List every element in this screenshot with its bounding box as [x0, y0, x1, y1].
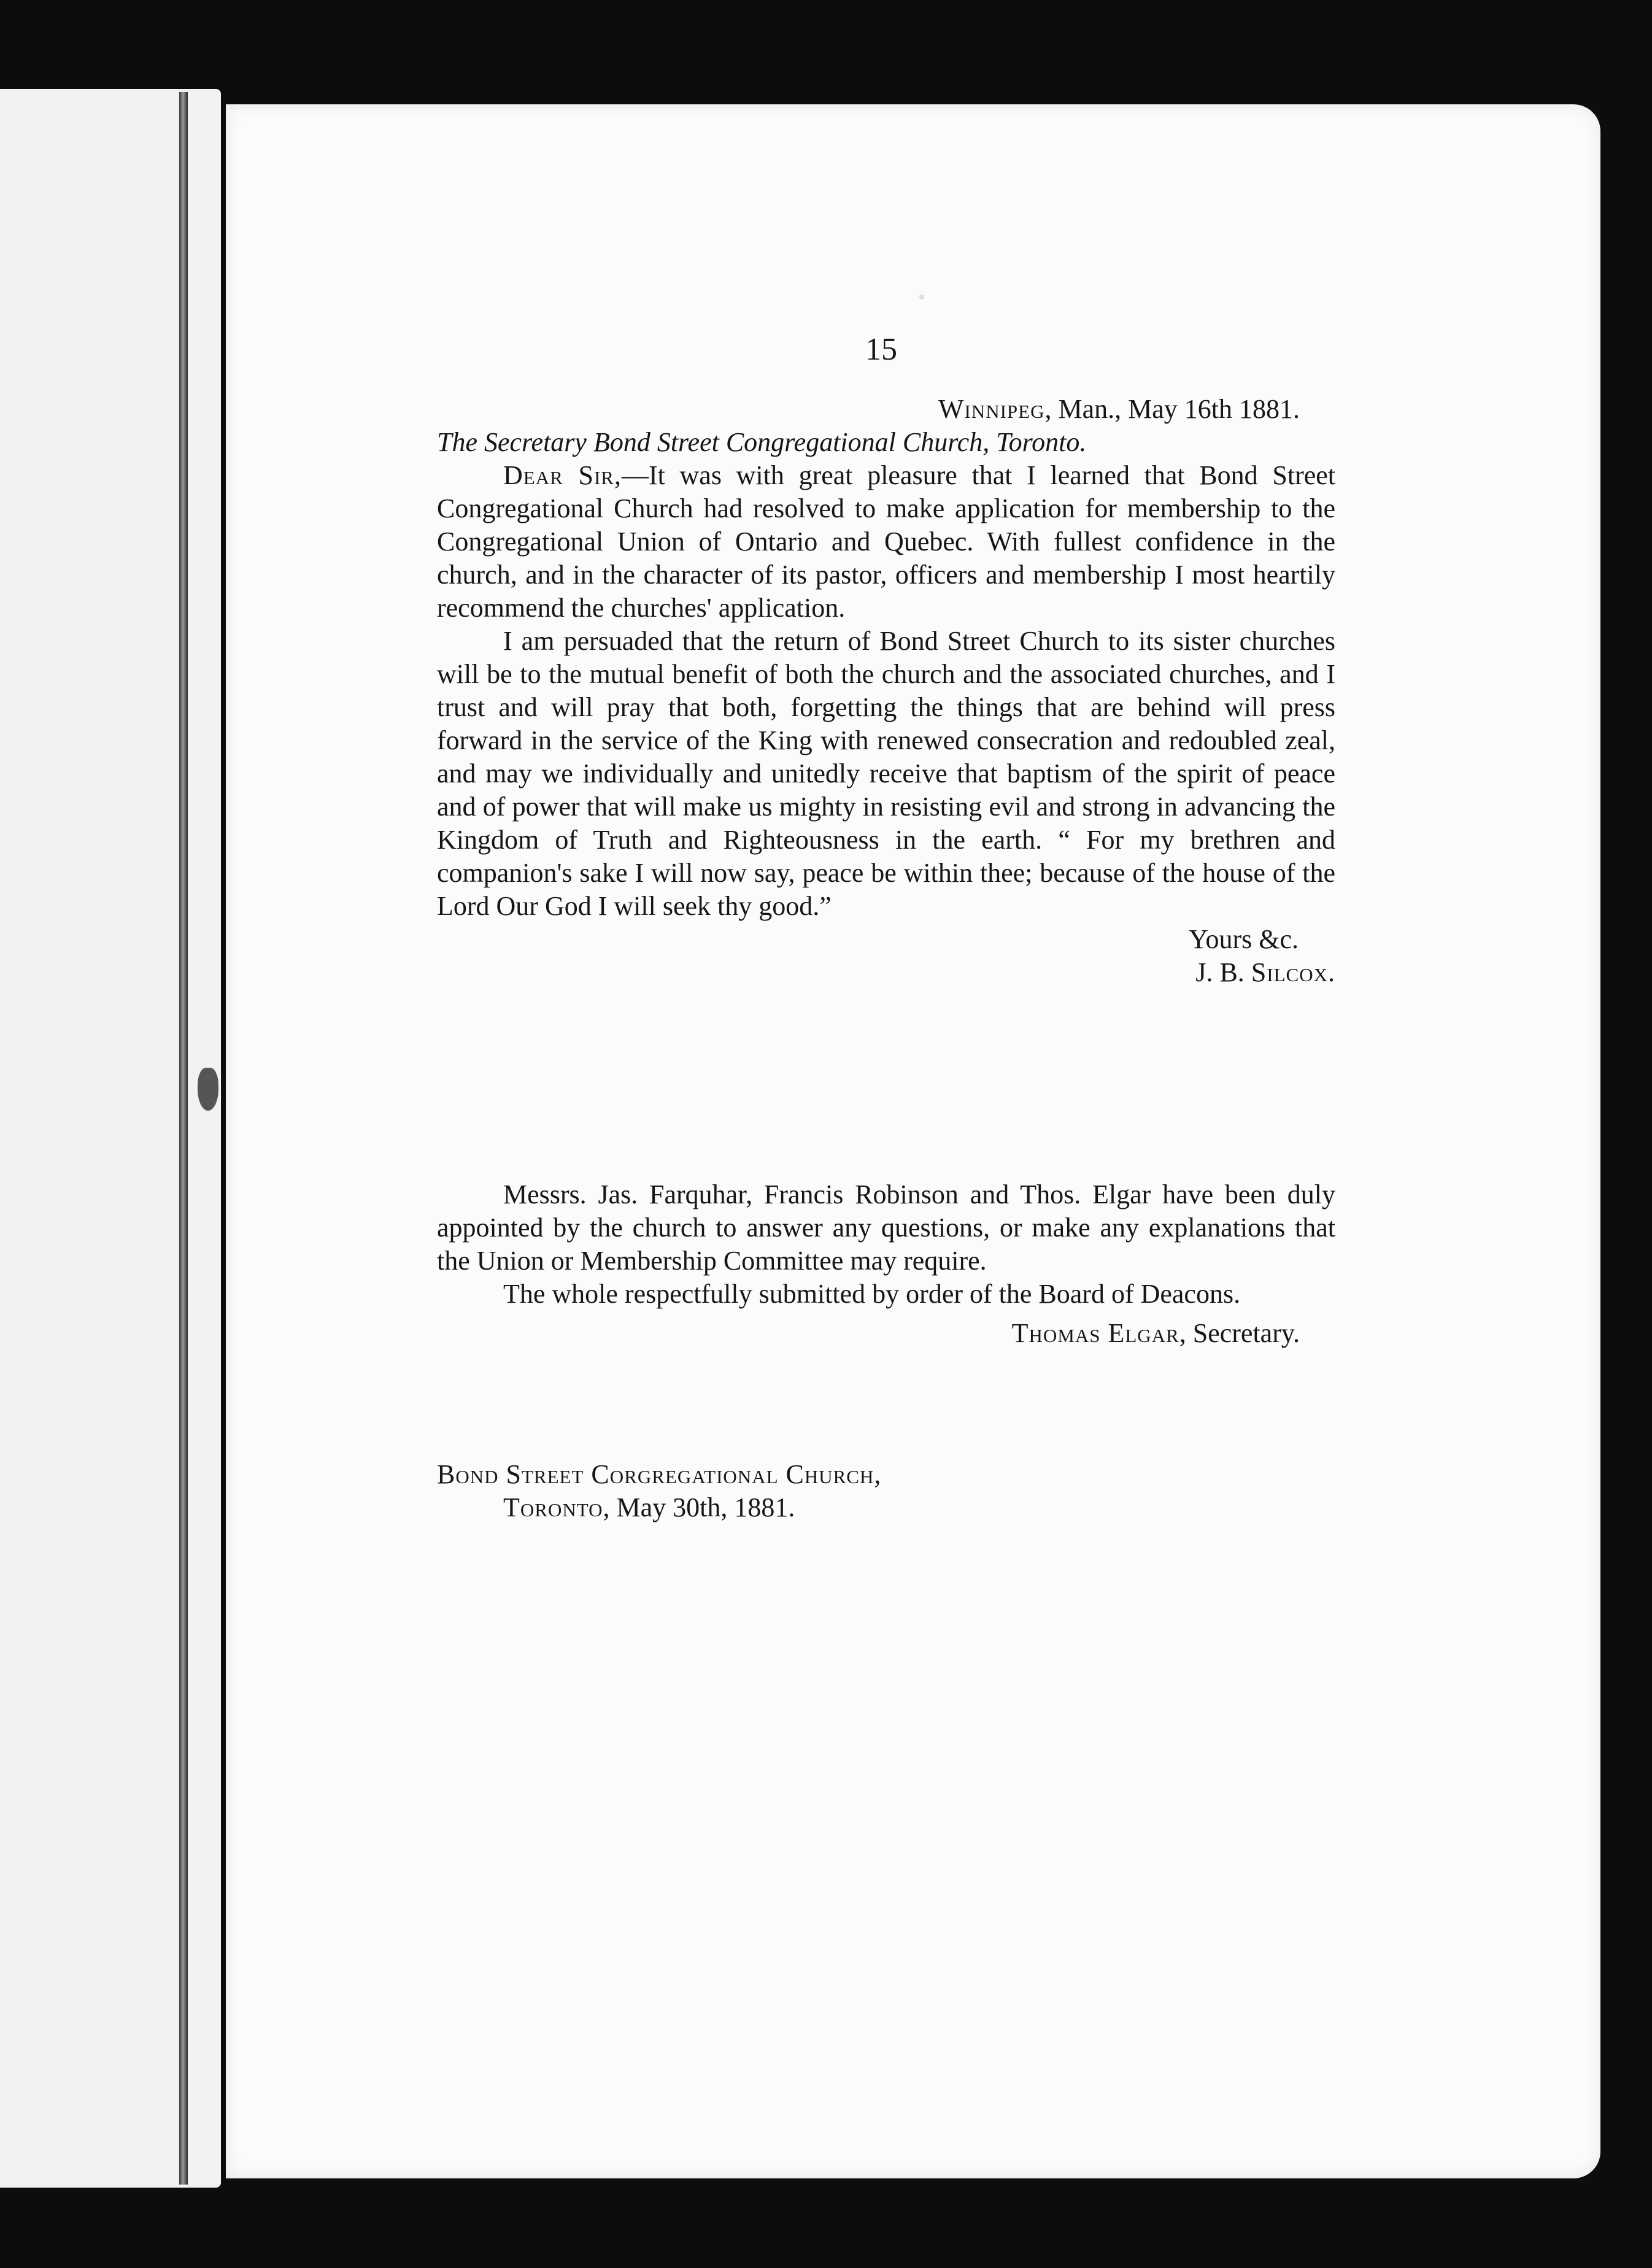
signature	[437, 956, 1335, 989]
place-city: Winnipeg	[938, 394, 1045, 424]
paragraph-3: Messrs. Jas. Farquhar, Francis Robinson and Thos. Elgar have been duly appointed by the church to answer any questions, or make any explanations that the Union or Membership Committee may require.	[437, 1179, 1335, 1276]
binding-spine	[179, 92, 188, 2185]
paragraph-2: I am persuaded that the return of Bond Street Church to its sister churches will be to the mutual benefit of both the church and the associated churches, and I trust and will pray that both, forgetting the things that are behind will press forward in the service of the King with renewed consecration and redoubled zeal, and may we individually and unitedly receive that baptism of the spirit of peace and of power that will make us mighty in resisting evil and strong in advancing the Kingdom of Truth and Righteousness in the earth. “ For my brethren and companion's sake I will now say, peace be within thee; because of the house of the Lord Our God I will seek thy good.”	[437, 626, 1335, 921]
salutation: Dear Sir,	[503, 460, 622, 490]
footer-city: Toronto	[503, 1492, 603, 1522]
secretary-title: , Secretary.	[1179, 1318, 1300, 1348]
addressee: The Secretary Bond Street Congregational Church, Toronto.	[437, 427, 1087, 457]
place-date	[437, 393, 1300, 426]
signature-initials: J. B.	[1195, 957, 1251, 987]
paper-speck	[919, 295, 924, 299]
facing-page-edge	[0, 89, 221, 2188]
secretary-line	[437, 1317, 1300, 1350]
footer-church: Bond Street Corgregational Church,	[437, 1459, 882, 1489]
place-date-rest: , Man., May 16th 1881.	[1044, 394, 1300, 424]
paragraph-4: The whole respectfully submitted by order of the Board of Deacons.	[503, 1279, 1241, 1309]
footer-date-line	[437, 1491, 1335, 1524]
binding-clip	[198, 1068, 218, 1111]
paragraph-1	[437, 459, 1335, 625]
secretary-name: Thomas Elgar	[1011, 1318, 1179, 1348]
letter-body	[437, 393, 1335, 989]
signature-surname: Silcox.	[1251, 957, 1335, 987]
closing: Yours &c.	[1189, 924, 1299, 954]
report-closing	[437, 1178, 1335, 1350]
footer-date: , May 30th, 1881.	[603, 1492, 795, 1522]
page-number: 15	[865, 332, 897, 367]
paragraph-1-text: —It was with great pleasure that I learned that Bond Street Congregational Church had resolved to make application for membership to the Congregational Union of Ontario and Quebec. With fullest confidence in the church, and in the character of its pastor, officers and membership I most heartily recommend the churches' application.	[437, 460, 1336, 623]
footer	[437, 1458, 1335, 1524]
